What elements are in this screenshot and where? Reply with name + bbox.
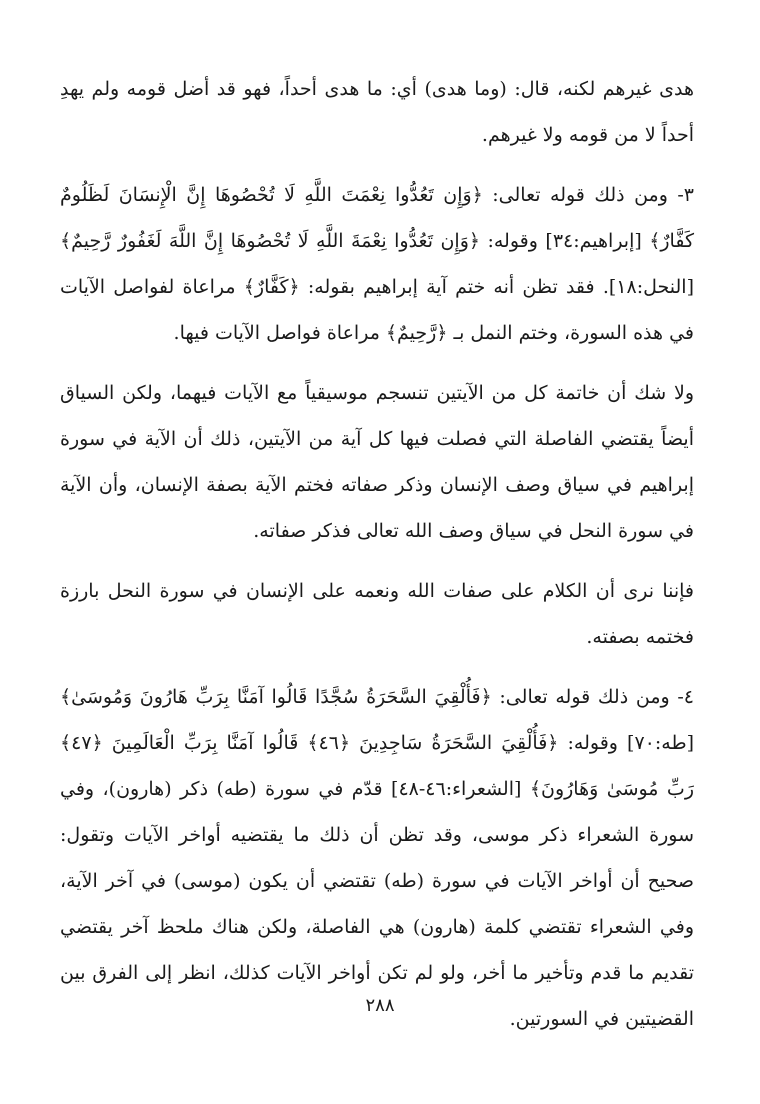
paragraph-example-4: ٤- ومن ذلك قوله تعالى: ﴿فَأُلْقِيَ السَّحَرَةُ سُجَّدًا قَالُوا آمَنَّا بِرَبِّ هَارُونَ وَمُوسَىٰ﴾ [طه:٧٠] وقوله: ﴿فَأُلْقِيَ السَّحَرَةُ سَاجِدِينَ ﴿٤٦﴾ قَالُوا آمَنَّا بِرَبِّ الْعَالَمِينَ ﴿٤٧﴾ رَبِّ مُوسَىٰ وَهَارُونَ﴾ [الشعراء:٤٦-٤٨] قدّم في سورة (طه) ذكر (هارون)، وفي سورة الشعراء ذكر موسى، وقد تظن أن ذلك ما يقتضيه أواخر الآيات وتقول: صحيح أن أواخر الآيات في سورة (طه) تقتضي أن يكون (موسى) في آخر الآية، وفي الشعراء تقتضي كلمة (هارون) هي الفاصلة، ولكن هناك ملحظ آخر يقتضي تقديم ما قدم وتأخير ما أخر، ولو لم تكن أواخر الآيات كذلك، انظر إلى الفرق بين القضيتين في السورتين.	[60, 686, 694, 1030]
paragraph-example-3: ٣- ومن ذلك قوله تعالى: ﴿وَإِن تَعُدُّوا نِعْمَتَ اللَّهِ لَا تُحْصُوهَا إِنَّ الْإِنسَانَ لَظَلُومٌ كَفَّارٌ﴾ [إبراهيم:٣٤] وقوله: ﴿وَإِن تَعُدُّوا نِعْمَةَ اللَّهِ لَا تُحْصُوهَا إِنَّ اللَّهَ لَغَفُورٌ رَّحِيمٌ﴾ [النحل:١٨]. فقد تظن أنه ختم آية إبراهيم بقوله: ﴿كَفَّارٌ﴾ مراعاة لفواصل الآيات في هذه السورة، وختم النمل بـ ﴿رَّحِيمٌ﴾ مراعاة فواصل الآيات فيها.	[60, 184, 694, 344]
paragraph-nahl-note: فإننا نرى أن الكلام على صفات الله ونعمه على الإنسان في سورة النحل بارزة فختمه بصفته.	[60, 580, 694, 648]
paragraph-explanation: ولا شك أن خاتمة كل من الآيتين تنسجم موسيقياً مع الآيات فيهما، ولكن السياق أيضاً يقتضي الفاصلة التي فصلت فيها كل آية من الآيتين، ذلك أن الآية في سورة إبراهيم في سياق وصف الإنسان وذكر صفاته فختم الآية بصفة الإنسان، وأن الآية في سورة النحل في سياق وصف الله تعالى فذكر صفاته.	[60, 382, 694, 542]
page-number: ٢٨٨	[365, 995, 395, 1016]
paragraph-continuation: هدى غيرهم لكنه، قال: (وما هدى) أي: ما هدى أحداً، فهو قد أضل قومه ولم يهدِ أحداً لا من قومه ولا غيرهم.	[60, 78, 694, 146]
